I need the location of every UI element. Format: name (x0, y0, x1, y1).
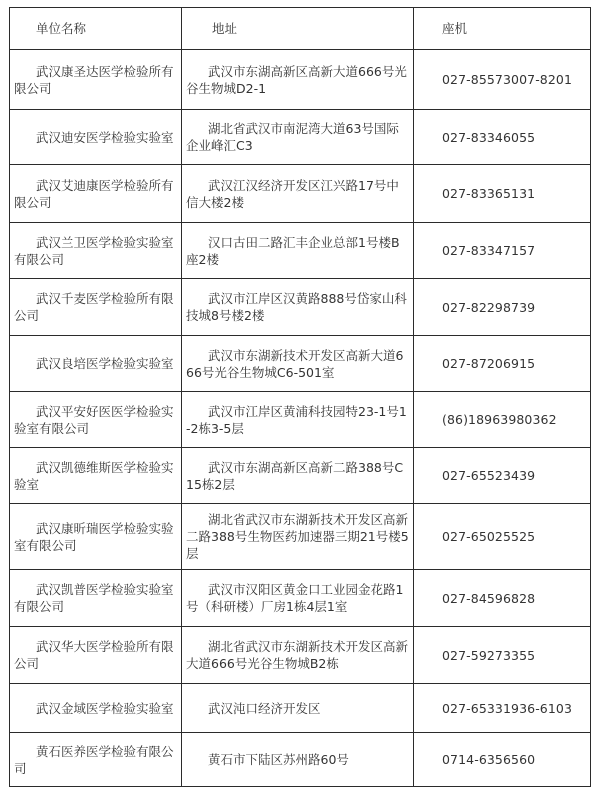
address-cell (182, 279, 414, 336)
lab-directory-table (9, 7, 591, 787)
header-unit-name: 单位名称 (10, 8, 182, 50)
address: 武汉市江岸区黄浦科技园特23-1号1-2栋3-5层 (186, 403, 407, 436)
unit-name-cell (10, 110, 182, 165)
unit-name-cell (10, 223, 182, 279)
phone: 027-83347157 (442, 243, 536, 258)
phone-cell (414, 733, 591, 787)
table-row (10, 223, 591, 279)
unit-name: 武汉凯普医学检验实验室有限公司 (14, 582, 174, 614)
address: 黄石市下陆区苏州路60号 (208, 752, 349, 767)
unit-name: 武汉康昕瑞医学检验实验室有限公司 (14, 520, 174, 553)
unit-name-cell (10, 392, 182, 448)
table-row (10, 448, 591, 504)
address: 武汉市东湖新技术开发区高新大道666号光谷生物城C6-501室 (186, 347, 404, 380)
phone-cell (414, 110, 591, 165)
unit-name: 黄石医养医学检验有限公司 (14, 743, 174, 776)
address-cell (182, 50, 414, 110)
table-row (10, 733, 591, 787)
phone: 027-83365131 (442, 186, 536, 201)
address-cell (182, 110, 414, 165)
phone: 027-82298739 (442, 299, 536, 315)
table-row (10, 684, 591, 733)
address: 湖北省武汉市南泥湾大道63号国际企业峰汇C3 (186, 121, 399, 153)
unit-name-cell (10, 684, 182, 733)
unit-name: 武汉良培医学检验实验室 (36, 356, 174, 371)
phone-cell (414, 684, 591, 733)
table-row (10, 392, 591, 448)
unit-name-cell (10, 279, 182, 336)
unit-name-cell (10, 336, 182, 392)
table-row (10, 110, 591, 165)
header-address: 地址 (182, 8, 414, 50)
address: 武汉江汉经济开发区江兴路17号中信大楼2楼 (186, 177, 399, 210)
unit-name: 武汉康圣达医学检验所有限公司 (14, 63, 174, 96)
address-cell (182, 504, 414, 570)
phone-cell (414, 448, 591, 504)
unit-name: 武汉金域医学检验实验室 (36, 700, 174, 716)
phone-cell (414, 627, 591, 684)
unit-name: 武汉兰卫医学检验实验室有限公司 (14, 234, 174, 267)
address: 武汉市汉阳区黄金口工业园金花路1号（科研楼）厂房1栋4层1室 (186, 582, 404, 614)
address: 武汉市东湖高新区高新大道666号光谷生物城D2-1 (186, 63, 407, 96)
unit-name-cell (10, 627, 182, 684)
unit-name-cell (10, 504, 182, 570)
address-cell (182, 627, 414, 684)
phone: 027-87206915 (442, 356, 536, 371)
table-row (10, 336, 591, 392)
address: 汉口古田二路汇丰企业总部1号楼B座2楼 (186, 234, 400, 267)
table-row (10, 627, 591, 684)
unit-name: 武汉迪安医学检验实验室 (36, 129, 174, 145)
address: 湖北省武汉市东湖新技术开发区高新大道666号光谷生物城B2栋 (186, 639, 409, 671)
phone: 027-65523439 (442, 468, 536, 483)
phone: 0714-6356560 (442, 752, 536, 767)
table-row (10, 504, 591, 570)
unit-name-cell (10, 165, 182, 223)
phone: 027-85573007-8201 (442, 72, 573, 87)
address-cell (182, 336, 414, 392)
phone-cell (414, 223, 591, 279)
unit-name-cell (10, 733, 182, 787)
phone: 027-65025525 (442, 529, 536, 544)
table-header-row (10, 8, 591, 50)
header-phone: 座机 (414, 8, 591, 50)
address-cell (182, 223, 414, 279)
unit-name: 武汉华大医学检验所有限公司 (14, 639, 174, 671)
address: 武汉市东湖高新区高新二路388号C15栋2层 (186, 459, 404, 492)
phone: 027-65331936-6103 (442, 700, 573, 716)
unit-name-cell (10, 448, 182, 504)
address-cell (182, 733, 414, 787)
phone: 027-59273355 (442, 647, 536, 663)
address-cell (182, 448, 414, 504)
phone: (86)18963980362 (442, 412, 557, 427)
unit-name-cell (10, 570, 182, 627)
table-row (10, 279, 591, 336)
address-cell (182, 392, 414, 448)
table-row (10, 165, 591, 223)
address-cell (182, 570, 414, 627)
unit-name: 武汉艾迪康医学检验所有限公司 (14, 177, 174, 210)
unit-name: 武汉凯德维斯医学检验实验室 (14, 459, 174, 492)
address: 武汉市江岸区汉黄路888号岱家山科技城8号楼2楼 (186, 291, 407, 323)
phone-cell (414, 165, 591, 223)
address: 湖北省武汉市东湖新技术开发区高新二路388号生物医药加速器三期21号楼5层 (186, 512, 409, 561)
phone-cell (414, 336, 591, 392)
unit-name: 武汉平安好医医学检验实验室有限公司 (14, 403, 174, 436)
unit-name: 武汉千麦医学检验所有限公司 (14, 291, 174, 323)
phone-cell (414, 279, 591, 336)
phone-cell (414, 504, 591, 570)
address: 武汉沌口经济开发区 (208, 700, 321, 716)
address-cell (182, 165, 414, 223)
phone-cell (414, 570, 591, 627)
table-row (10, 50, 591, 110)
address-cell (182, 684, 414, 733)
table-row (10, 570, 591, 627)
phone-cell (414, 392, 591, 448)
phone: 027-83346055 (442, 129, 536, 145)
unit-name-cell (10, 50, 182, 110)
phone-cell (414, 50, 591, 110)
phone: 027-84596828 (442, 590, 536, 606)
